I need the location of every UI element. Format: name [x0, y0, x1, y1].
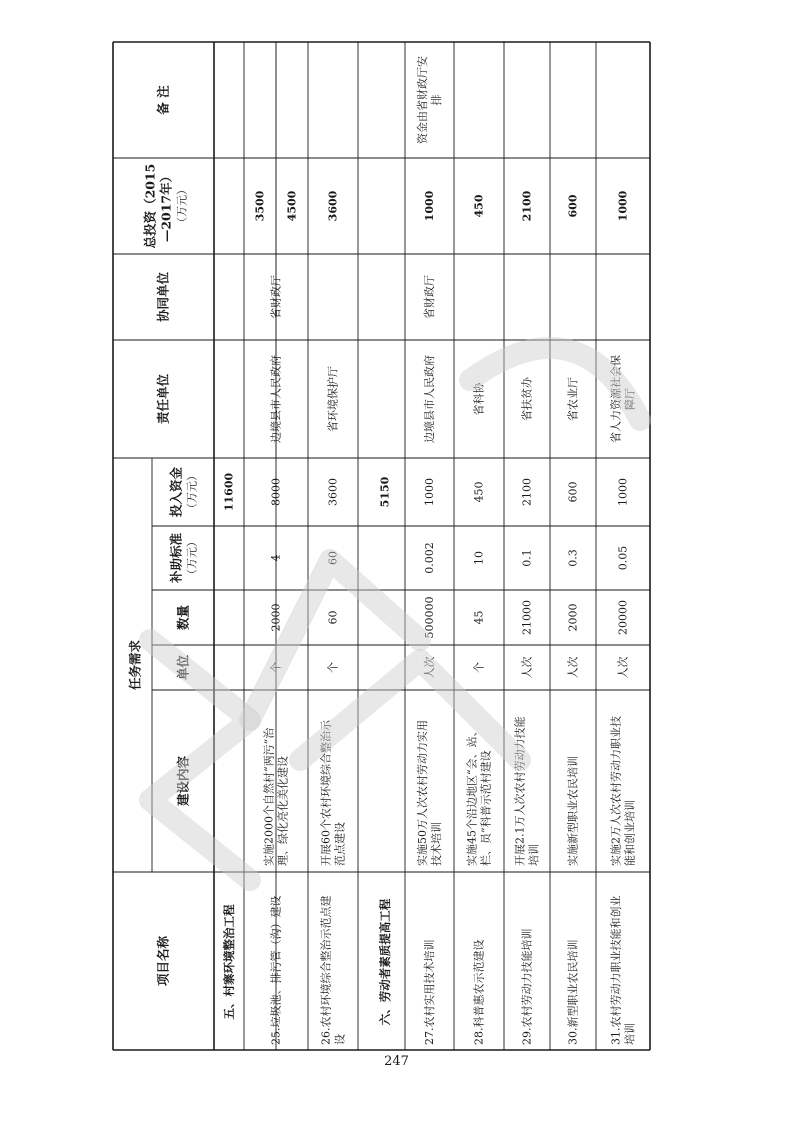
row-qty: 2000: [566, 603, 580, 632]
row-resp: 障厅: [623, 388, 637, 410]
row-total: 600: [566, 194, 580, 218]
row-resp: 边境县市人民政府: [269, 355, 283, 443]
row-content: 实施2000个自然村“两污”治: [262, 727, 276, 866]
row-content: 培训: [527, 844, 541, 866]
row-invest: 600: [566, 481, 580, 503]
row-content: 技术培训: [430, 822, 443, 866]
row-qty: 45: [472, 610, 486, 625]
row-resp: 省科协: [472, 382, 486, 416]
row-total: 3600: [326, 190, 340, 222]
row-invest: 2100: [520, 478, 534, 506]
row-content: 实施50万人次农村劳动力实用: [416, 720, 429, 866]
row-name: 25.垃圾池、排污管（沟）建设: [269, 895, 283, 1045]
row-qty: 500000: [423, 596, 436, 639]
header-project: 项目名称: [155, 935, 171, 987]
row-unit: 个: [472, 662, 486, 673]
row-name: 30.新型职业农民培训: [566, 939, 580, 1045]
row-qty: 20000: [616, 600, 630, 635]
row-resp: 省农业厅: [566, 377, 580, 421]
row-resp: 省人力资源社会保: [609, 355, 623, 443]
row-subsidy: 0.002: [423, 542, 436, 574]
row-unit: 个: [269, 662, 283, 673]
row-content: 能和创业培训: [623, 800, 637, 866]
header-unit: 单位: [175, 654, 191, 681]
section-invest: 11600: [222, 472, 236, 512]
row-resp: 边境县市人民政府: [423, 355, 436, 443]
row-name: 29.农村劳动力技能培训: [520, 928, 534, 1045]
row-name: 31.农村劳动力职业技能和创业: [609, 895, 623, 1045]
header-resp: 责任单位: [155, 373, 171, 425]
row-name: 26.农村环境综合整治示范点建: [319, 895, 333, 1045]
header-coop: 协同单位: [155, 271, 171, 323]
row-coop: 省财政厅: [423, 275, 436, 319]
row-qty: 60: [326, 610, 340, 625]
row-content: 开展60个农村环境综合整治示: [319, 720, 333, 866]
table-text: [128, 56, 637, 1045]
row-coop: 省财政厅: [269, 275, 283, 319]
header-qty: 数量: [175, 604, 191, 631]
row-subsidy: 10: [472, 551, 486, 565]
row-total: 4500: [285, 190, 299, 222]
row-subsidy: 4: [269, 554, 283, 562]
header-task: 任务需求: [127, 639, 143, 691]
header-invest: 投入资金: [168, 466, 184, 518]
section-title: 六、劳动者素质提高工程: [378, 898, 392, 1026]
row-invest: 450: [472, 481, 486, 503]
header-invest-unit: （万元）: [185, 470, 199, 514]
row-qty: 2000: [269, 603, 283, 632]
row-name: 28.科普惠农示范建设: [472, 939, 486, 1045]
row-invest: 3600: [326, 478, 340, 506]
row-content: 实施2万人次农村劳动力职业技: [609, 716, 623, 866]
row-total: 1000: [423, 190, 436, 222]
row-subsidy: 0.1: [520, 549, 534, 567]
row-unit: 人次: [616, 656, 630, 679]
row-total: 3500: [253, 190, 267, 222]
row-note: 排: [430, 94, 443, 106]
row-invest: 8000: [269, 478, 283, 506]
row-resp: 省环境保护厅: [326, 366, 340, 432]
row-content: 实施45个沿边地区“会、站、: [465, 725, 479, 866]
row-invest: 1000: [423, 478, 436, 506]
page-number: 247: [384, 1054, 409, 1069]
header-subsidy-unit: （万元）: [185, 536, 199, 580]
header-content: 建设内容: [175, 755, 191, 807]
row-note: 资金由省财政厅安: [416, 56, 429, 144]
row-unit: 人次: [423, 656, 436, 679]
row-content: 开展2.1万人次农村劳动力技能: [513, 716, 527, 866]
header-subsidy: 补助标准: [168, 532, 184, 584]
row-subsidy: 0.3: [566, 549, 580, 567]
section-title: 五、村寨环境整治工程: [222, 904, 236, 1020]
row-total: 1000: [616, 190, 630, 222]
row-content: 理、绿化亮化美化建设: [276, 756, 290, 866]
section-invest: 5150: [378, 476, 392, 508]
row-subsidy: 0.05: [616, 545, 630, 571]
row-content: 实施新型职业农民培训: [566, 756, 580, 866]
row-total: 2100: [520, 190, 534, 222]
row-unit: 人次: [520, 656, 534, 679]
row-subsidy: 60: [326, 551, 340, 565]
row-unit: 人次: [566, 656, 580, 679]
row-qty: 21000: [520, 600, 534, 635]
row-name: 27.农村实用技术培训: [423, 939, 436, 1045]
row-content: 范点建设: [333, 822, 347, 866]
header-total-3: （万元）: [175, 184, 189, 228]
row-name: 设: [333, 1034, 347, 1045]
header-total-1: 总投资（2015: [142, 163, 158, 249]
header-total-2: —2017年）: [158, 169, 174, 243]
row-invest: 1000: [616, 478, 630, 506]
header-note: 备 注: [155, 85, 171, 115]
row-total: 450: [472, 194, 486, 218]
row-content: 栏、员”科普示范村建设: [479, 750, 493, 866]
row-name: 培训: [623, 1023, 637, 1045]
row-unit: 个: [326, 662, 340, 673]
row-resp: 省扶贫办: [520, 377, 534, 421]
